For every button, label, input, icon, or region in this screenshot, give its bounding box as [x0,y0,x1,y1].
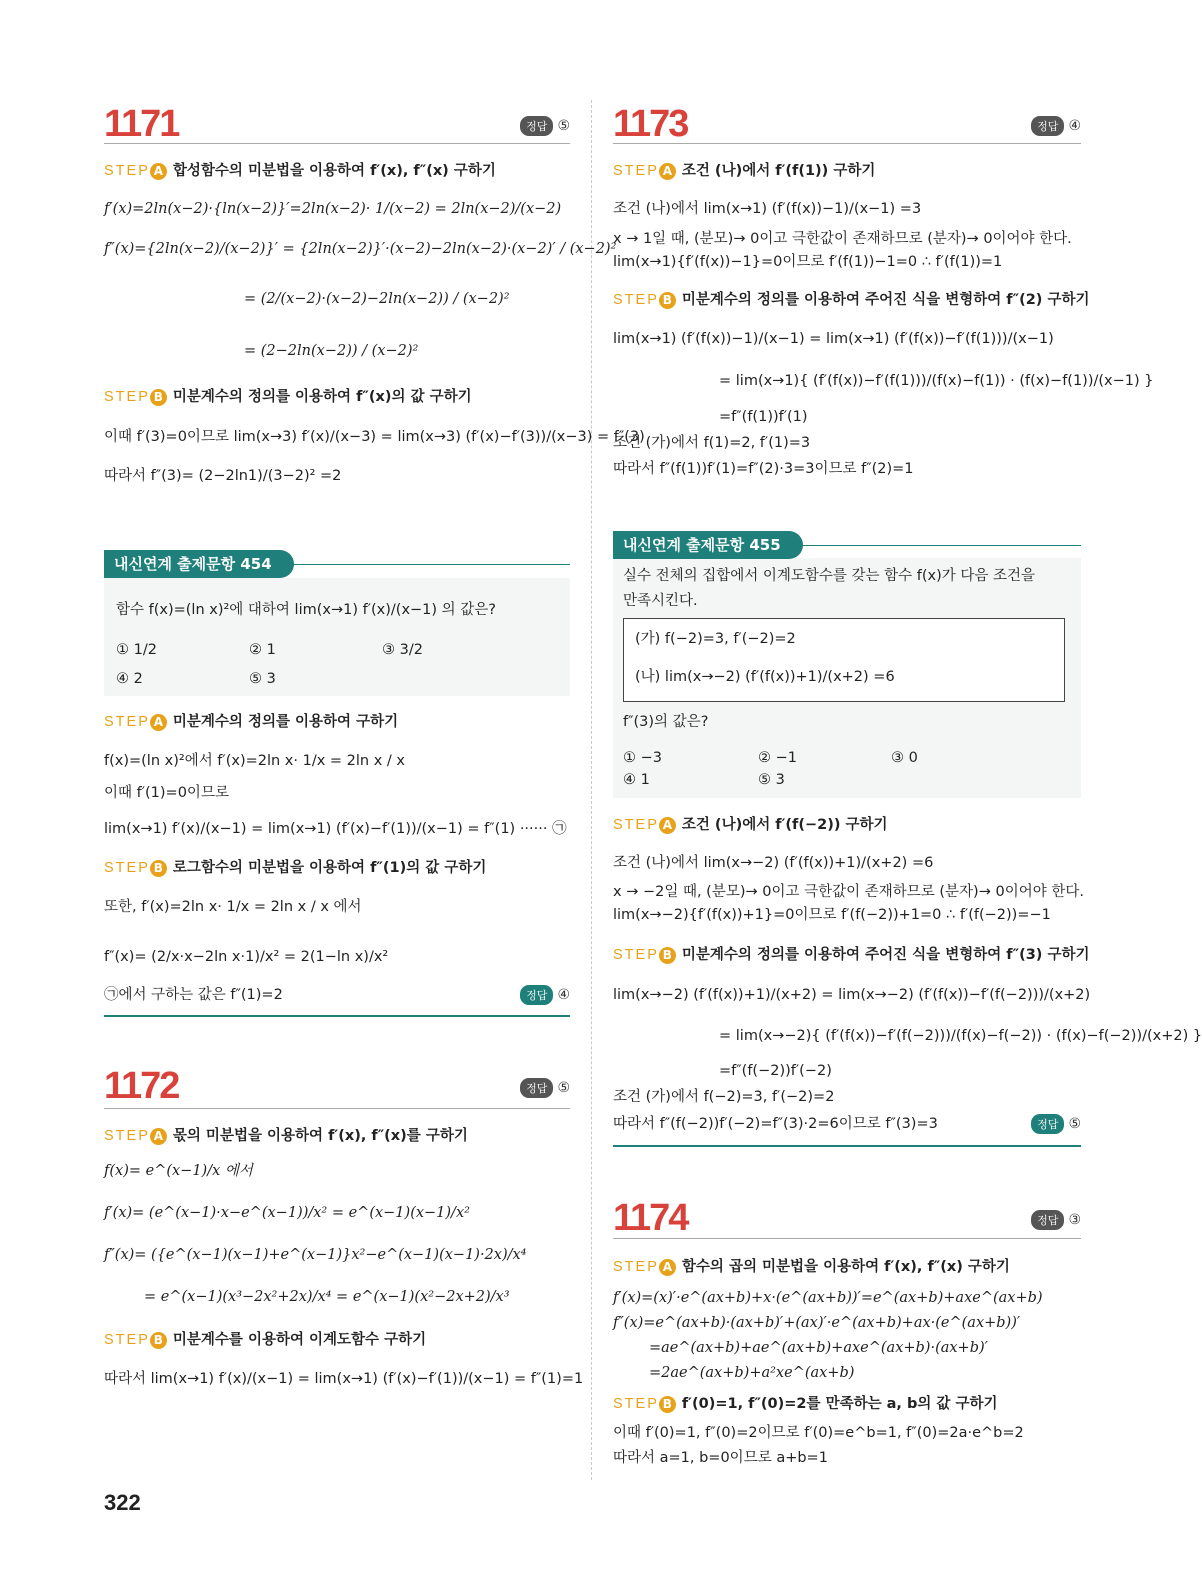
solution-line: f′(x)= (e^(x−1)·x−e^(x−1))/x² = e^(x−1)(x−1)/x² [104,1205,470,1221]
step-word: STEP [104,860,150,876]
solution-line: 이때 f′(1)=0이므로 [104,785,229,801]
choice-4: ④ 2 [116,671,143,687]
step-letter-badge: A [659,163,676,180]
choice-5: ⑤ 3 [758,772,785,788]
answer-value: ⑤ [557,118,570,134]
step-title: 합성함수의 미분법을 이용하여 f′(x), f″(x) 구하기 [172,163,496,179]
step-word: STEP [104,1128,150,1144]
step-a-heading [104,1126,468,1146]
answer-label: 정답 [1031,1210,1064,1230]
solution-line: 조건 (가)에서 f(−2)=3, f′(−2)=2 [613,1089,835,1105]
step-word: STEP [104,1332,150,1348]
solution-line: lim(x→−2){f′(f(x))+1}=0이므로 f′(f(−2))+1=0 ∴ f′(f(−2))=−1 [613,907,1051,923]
solution-line: 조건 (나)에서 lim(x→−2) (f′(f(x))+1)/(x+2) =6 [613,855,934,871]
solution-line: = (2−2ln(x−2)) / (x−2)² [244,343,419,359]
choice-1: ① 1/2 [116,642,157,658]
step-word: STEP [104,389,150,405]
step-letter-badge: A [150,163,167,180]
solution-line: 이때 f′(0)=1, f″(0)=2이므로 f′(0)=e^b=1, f″(0)=2a·e^b=2 [613,1425,1024,1441]
header-rule [613,143,1081,144]
step-letter-badge: B [150,860,167,877]
solution-line: lim(x→1) f′(x)/(x−1) = lim(x→1) (f′(x)−f′(1))/(x−1) = f″(1) ······ ㉠ [104,821,567,837]
step-title: f′(0)=1, f″(0)=2를 만족하는 a, b의 값 구하기 [681,1396,998,1412]
step-word: STEP [613,947,659,963]
step-title: 미분계수의 정의를 이용하여 구하기 [172,714,399,730]
problem-1174-header [613,1198,1081,1238]
solution-line: 따라서 a=1, b=0이므로 a+b=1 [613,1450,828,1466]
solution-line: 조건 (나)에서 lim(x→1) (f′(f(x))−1)/(x−1) =3 [613,201,922,217]
solution-line: x → −2일 때, (분모)→ 0이고 극한값이 존재하므로 (분자)→ 0이어야 한다. [613,884,1084,900]
step-b-heading [104,387,472,407]
answer-label: 정답 [520,1078,553,1098]
answer-value: ④ [1068,118,1081,134]
solution-line: f(x)= e^(x−1)/x 에서 [104,1163,253,1179]
step-word: STEP [613,292,659,308]
step-a-heading [613,815,888,835]
question-text: 함수 f(x)=(ln x)²에 대하여 lim(x→1) f′(x)/(x−1) 의 값은? [116,602,496,618]
step-title: 미분계수의 정의를 이용하여 주어진 식을 변형하여 f″(2) 구하기 [681,292,1090,308]
choice-3: ③ 3/2 [382,642,423,658]
solution-line: f″(x)={2ln(x−2)/(x−2)}′ = {2ln(x−2)}′·(x−2)−2ln(x−2)·(x−2)′ / (x−2)² [104,241,617,257]
solution-line: 이때 f′(3)=0이므로 lim(x→3) f′(x)/(x−3) = lim(x→3) (f′(x)−f′(3))/(x−3) = f″(3) [104,429,645,445]
step-a-heading [613,1257,1010,1277]
solution-line: f″(x)= ({e^(x−1)(x−1)+e^(x−1)}x²−e^(x−1)(x−1)·2x)/x⁴ [104,1247,527,1263]
step-a-heading [104,712,398,732]
solution-line: = lim(x→1){ (f′(f(x))−f′(f(1)))/(f(x)−f(1)) · (f(x)−f(1))/(x−1) } [719,373,1154,389]
header-rule [104,143,570,144]
step-title: 로그함수의 미분법을 이용하여 f″(1)의 값 구하기 [172,860,487,876]
answer-value: ⑤ [557,1080,570,1096]
solution-line: = (2/(x−2)·(x−2)−2ln(x−2)) / (x−2)² [244,291,510,307]
step-title: 미분계수의 정의를 이용하여 주어진 식을 변형하여 f″(3) 구하기 [681,947,1090,963]
section-end-rule [104,1015,570,1017]
solution-line: x → 1일 때, (분모)→ 0이고 극한값이 존재하므로 (분자)→ 0이어야 한다. [613,231,1072,247]
problem-number: 1172 [104,1065,179,1107]
step-b-heading [104,858,486,878]
solution-line: f′(x)=2ln(x−2)·{ln(x−2)}′=2ln(x−2)· 1/(x−2) = 2ln(x−2)/(x−2) [104,201,562,217]
step-word: STEP [613,1259,659,1275]
problem-number: 1174 [613,1197,688,1239]
solution-line: lim(x→−2) (f′(f(x))+1)/(x+2) = lim(x→−2) (f′(f(x))−f′(f(−2)))/(x+2) [613,987,1091,1003]
step-letter-badge: A [659,817,676,834]
condition-a: (가) f(−2)=3, f′(−2)=2 [635,631,796,647]
answer-label: 정답 [520,985,553,1005]
banner-label: 내신연계 출제문항 454 [104,550,294,578]
answer-value: ③ [1068,1212,1081,1228]
answer-label: 정답 [520,116,553,136]
choice-1: ① −3 [623,750,662,766]
step-title: 미분계수의 정의를 이용하여 f″(x)의 값 구하기 [172,389,472,405]
step-letter-badge: B [659,1396,676,1413]
question-text: 만족시킨다. [623,593,698,609]
solution-line: 조건 (가)에서 f(1)=2, f′(1)=3 [613,435,811,451]
solution-line: f(x)=(ln x)²에서 f′(x)=2ln x· 1/x = 2ln x / x [104,753,405,769]
solution-line: lim(x→1){f′(f(x))−1}=0이므로 f′(f(1))−1=0 ∴ f′(f(1))=1 [613,254,1003,270]
solution-line: ㉠에서 구하는 값은 f″(1)=2 [104,987,283,1003]
choice-2: ② 1 [249,642,276,658]
solution-line: = lim(x→−2){ (f′(f(x))−f′(f(−2)))/(f(x)−f(−2)) · (f(x)−f(−2))/(x+2) } [719,1028,1202,1044]
solution-line: 따라서 lim(x→1) f′(x)/(x−1) = lim(x→1) (f′(x)−f′(1))/(x−1) = f″(1)=1 [104,1371,584,1387]
step-a-heading [104,161,496,181]
step-letter-badge: B [659,947,676,964]
solution-line: f″(x)=e^(ax+b)·(ax+b)′+(ax)′·e^(ax+b)+ax·(e^(ax+b))′ [613,1315,1021,1331]
answer-value: ④ [557,987,570,1003]
solution-line: 또한, f′(x)=2ln x· 1/x = 2ln x / x 에서 [104,899,362,915]
answer-tag [520,985,570,1005]
answer-tag [1031,1210,1081,1230]
step-title: 몫의 미분법을 이용하여 f′(x), f″(x)를 구하기 [172,1128,468,1144]
header-rule [104,1108,570,1109]
step-word: STEP [104,163,150,179]
question-text: 실수 전체의 집합에서 이계도함수를 갖는 함수 f(x)가 다음 조건을 [623,568,1036,584]
solution-line: 따라서 f″(3)= (2−2ln1)/(3−2)² =2 [104,468,342,484]
step-letter-badge: A [150,714,167,731]
step-word: STEP [613,817,659,833]
answer-label: 정답 [1031,116,1064,136]
solution-line: 따라서 f″(f(−2))f′(−2)=f″(3)·2=6이므로 f″(3)=3 [613,1116,938,1132]
solution-line: =f″(f(1))f′(1) [719,409,808,425]
solution-line: =2ae^(ax+b)+a²xe^(ax+b) [649,1365,855,1381]
answer-tag [1031,1114,1081,1134]
step-b-heading [613,1394,998,1414]
header-rule [613,1238,1081,1239]
solution-line: f′(x)=(x)′·e^(ax+b)+x·(e^(ax+b))′=e^(ax+b)+axe^(ax+b) [613,1290,1043,1306]
solution-line: lim(x→1) (f′(f(x))−1)/(x−1) = lim(x→1) (f′(f(x))−f′(f(1)))/(x−1) [613,331,1054,347]
step-a-heading [613,161,875,181]
condition-b: (나) lim(x→−2) (f′(f(x))+1)/(x+2) =6 [635,669,895,685]
solution-line: = e^(x−1)(x³−2x²+2x)/x⁴ = e^(x−1)(x²−2x+2)/x³ [144,1289,510,1305]
step-letter-badge: A [150,1128,167,1145]
choice-4: ④ 1 [623,772,650,788]
step-word: STEP [613,163,659,179]
step-title: 조건 (나)에서 f′(f(1)) 구하기 [681,163,876,179]
step-b-heading [613,945,1090,965]
problem-number: 1171 [104,103,179,145]
page-number: 322 [104,1490,141,1515]
step-word: STEP [104,714,150,730]
answer-tag [520,1078,570,1098]
banner-label: 내신연계 출제문항 455 [613,531,803,559]
solution-line: =f″(f(−2))f′(−2) [719,1063,832,1079]
answer-label: 정답 [1031,1114,1064,1134]
step-letter-badge: B [659,292,676,309]
question-455-banner [613,531,1081,559]
question-ask: f″(3)의 값은? [623,714,709,730]
section-end-rule [613,1145,1081,1147]
answer-value: ⑤ [1068,1116,1081,1132]
answer-tag [520,116,570,136]
question-background [104,578,570,696]
step-title: 함수의 곱의 미분법을 이용하여 f′(x), f″(x) 구하기 [681,1259,1010,1275]
problem-1172-header [104,1066,570,1106]
solution-line: 따라서 f″(f(1))f′(1)=f″(2)·3=3이므로 f″(2)=1 [613,461,914,477]
column-divider [591,100,592,1480]
answer-tag [1031,116,1081,136]
step-title: 미분계수를 이용하여 이계도함수 구하기 [172,1332,427,1348]
choice-5: ⑤ 3 [249,671,276,687]
step-letter-badge: B [150,389,167,406]
step-letter-badge: A [659,1259,676,1276]
step-letter-badge: B [150,1332,167,1349]
problem-1171-header [104,104,570,144]
step-title: 조건 (나)에서 f′(f(−2)) 구하기 [681,817,888,833]
problem-1173-header [613,104,1081,144]
solution-line: =ae^(ax+b)+ae^(ax+b)+axe^(ax+b)·(ax+b)′ [649,1340,988,1356]
choice-2: ② −1 [758,750,797,766]
step-b-heading [613,290,1090,310]
step-word: STEP [613,1396,659,1412]
solution-line: f″(x)= (2/x·x−2ln x·1)/x² = 2(1−ln x)/x² [104,949,389,965]
problem-number: 1173 [613,103,688,145]
question-454-banner [104,550,570,578]
step-b-heading [104,1330,426,1350]
choice-3: ③ 0 [891,750,918,766]
